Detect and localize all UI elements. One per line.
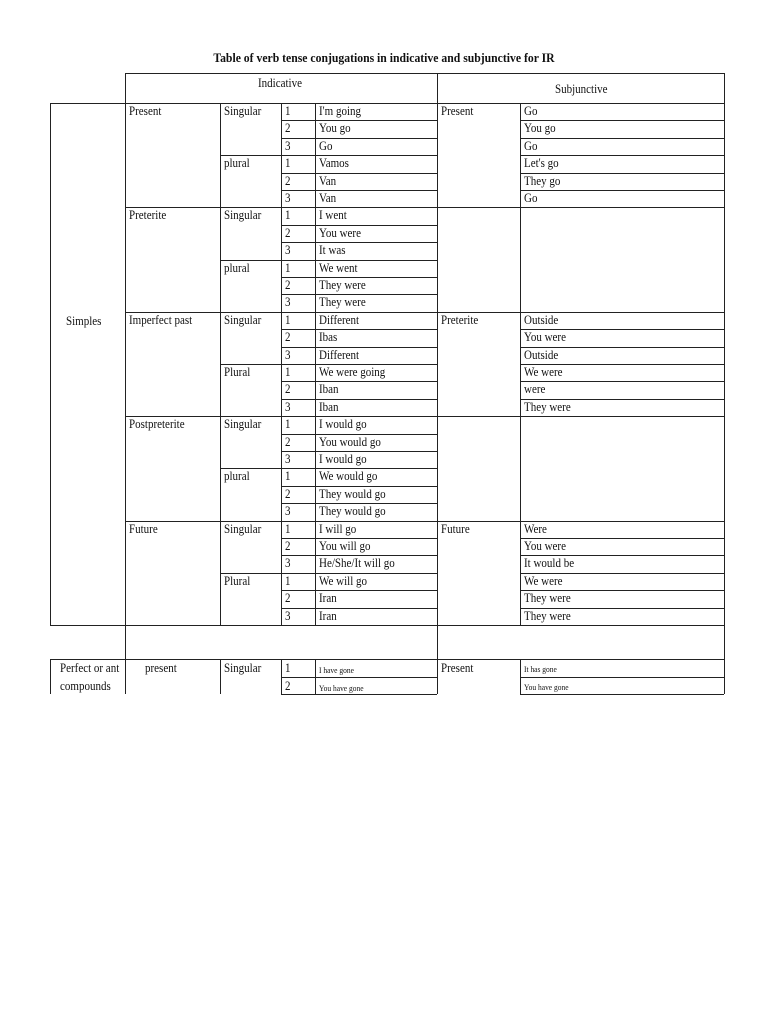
person-label: 1	[285, 469, 291, 483]
subjunctive-form: Were	[524, 522, 547, 536]
indicative-form: They would go	[319, 504, 386, 518]
person-label: 3	[285, 400, 291, 414]
row-rule	[281, 260, 437, 261]
person-label: 2	[285, 591, 291, 605]
indicative-form: You will go	[319, 539, 371, 553]
number-label: Singular	[224, 104, 262, 118]
subjunctive-form: Let's go	[524, 156, 559, 170]
person-label: 2	[285, 382, 291, 396]
person-label: 3	[285, 139, 291, 153]
subjunctive-form: We were	[524, 574, 563, 588]
number-label: Singular	[224, 522, 262, 536]
person-label: 1	[285, 522, 291, 536]
gap-rule	[724, 625, 725, 659]
row-rule	[520, 207, 724, 208]
indicative-form: I have gone	[319, 665, 354, 675]
row-rule	[281, 173, 437, 174]
tense-label: Imperfect past	[129, 313, 193, 327]
indicative-form: I went	[319, 208, 347, 222]
number-label: plural	[224, 469, 250, 483]
row-rule	[281, 242, 437, 243]
person-label: 1	[285, 365, 291, 379]
column-rule	[724, 659, 725, 694]
subjunctive-form: Go	[524, 104, 538, 118]
person-label: 3	[285, 609, 291, 623]
person-label: 2	[285, 539, 291, 553]
subjunctive-tense: Future	[441, 522, 470, 536]
indicative-form: Van	[319, 174, 337, 188]
subjunctive-header: Subjunctive	[555, 82, 608, 96]
row-rule	[281, 677, 437, 678]
number-label: Singular	[224, 313, 262, 327]
subjunctive-form: They were	[524, 400, 571, 414]
header-divider-rule	[437, 73, 438, 103]
subjunctive-tense: Preterite	[441, 313, 479, 327]
number-label: Singular	[224, 661, 262, 675]
row-rule	[520, 521, 724, 522]
tense-label: Present	[129, 104, 162, 118]
indicative-form: Iran	[319, 591, 337, 605]
row-rule	[281, 207, 437, 208]
subjunctive-form: It would be	[524, 556, 575, 570]
row-rule	[520, 694, 724, 695]
person-label: 2	[285, 174, 291, 188]
person-label: 3	[285, 295, 291, 309]
tense-label: Postpreterite	[129, 417, 185, 431]
person-label: 2	[285, 487, 291, 501]
column-rule	[724, 103, 725, 625]
subjunctive-form: were	[524, 382, 546, 396]
indicative-header: Indicative	[258, 76, 302, 90]
row-rule	[437, 207, 520, 208]
row-rule	[281, 590, 437, 591]
person-label: 3	[285, 556, 291, 570]
row-rule	[520, 138, 724, 139]
row-rule	[437, 416, 520, 417]
number-label: plural	[224, 156, 250, 170]
indicative-form: Ibas	[319, 330, 338, 344]
indicative-form: We went	[319, 261, 358, 275]
person-label: 1	[285, 104, 291, 118]
header-left-rule	[125, 73, 126, 103]
indicative-form: We were going	[319, 365, 386, 379]
subjunctive-form: You go	[524, 121, 556, 135]
indicative-form: Go	[319, 139, 333, 153]
indicative-form: You were	[319, 226, 361, 240]
subjunctive-form: Go	[524, 191, 538, 205]
person-label: 2	[285, 278, 291, 292]
indicative-form: He/She/It will go	[319, 556, 395, 570]
indicative-form: Different	[319, 313, 360, 327]
number-label: plural	[224, 261, 250, 275]
subjunctive-form: We were	[524, 365, 563, 379]
subjunctive-form: You were	[524, 330, 566, 344]
indicative-form: I would go	[319, 452, 367, 466]
number-label: Singular	[224, 417, 262, 431]
column-rule	[50, 103, 51, 625]
column-rule	[125, 103, 126, 625]
person-label: 2	[285, 330, 291, 344]
person-label: 2	[285, 435, 291, 449]
person-label: 2	[285, 679, 291, 693]
indicative-form: Iban	[319, 400, 339, 414]
indicative-form: They were	[319, 278, 366, 292]
person-label: 3	[285, 504, 291, 518]
subjunctive-form: Outside	[524, 348, 559, 362]
indicative-form: We will go	[319, 574, 368, 588]
number-label: Singular	[224, 208, 262, 222]
column-rule	[437, 103, 438, 625]
indicative-form: It was	[319, 243, 346, 257]
indicative-form: They would go	[319, 487, 386, 501]
row-rule	[520, 381, 724, 382]
indicative-form: You go	[319, 121, 351, 135]
simples-bottom-rule	[50, 625, 724, 626]
tense-label: Preterite	[129, 208, 167, 222]
indicative-form: I will go	[319, 522, 357, 536]
subjunctive-form: You were	[524, 539, 566, 553]
subjunctive-form: You have gone	[524, 682, 569, 692]
row-rule	[281, 329, 437, 330]
person-label: 1	[285, 313, 291, 327]
subjunctive-form: It has gone	[524, 664, 557, 674]
indicative-form: You would go	[319, 435, 381, 449]
number-label: Plural	[224, 574, 251, 588]
group-compounds: compounds	[60, 679, 111, 693]
indicative-form: Different	[319, 348, 360, 362]
tense-label: Future	[129, 522, 158, 536]
column-rule	[220, 659, 221, 694]
row-rule	[281, 521, 437, 522]
group-simples: Simples	[66, 314, 102, 328]
row-rule	[281, 381, 437, 382]
indicative-form: You have gone	[319, 683, 364, 693]
person-label: 2	[285, 226, 291, 240]
gap-rule	[437, 625, 438, 659]
subjunctive-tense: Present	[441, 661, 474, 675]
indicative-form: Van	[319, 191, 337, 205]
subjunctive-form: Go	[524, 139, 538, 153]
indicative-form: I'm going	[319, 104, 362, 118]
row-rule	[281, 155, 437, 156]
person-label: 3	[285, 243, 291, 257]
column-rule	[125, 659, 126, 694]
row-rule	[520, 190, 724, 191]
indicative-form: They were	[319, 295, 366, 309]
row-rule	[281, 190, 437, 191]
tense-label: present	[145, 661, 177, 675]
person-label: 3	[285, 452, 291, 466]
person-label: 1	[285, 208, 291, 222]
number-label: Plural	[224, 365, 251, 379]
group-compounds: Perfect or ant	[60, 661, 120, 675]
row-rule	[281, 399, 437, 400]
person-label: 3	[285, 191, 291, 205]
row-rule	[281, 120, 437, 121]
subjunctive-form: Outside	[524, 313, 559, 327]
header-top-rule	[125, 73, 724, 74]
person-label: 1	[285, 661, 291, 675]
row-rule	[281, 138, 437, 139]
person-label: 1	[285, 574, 291, 588]
column-rule	[437, 659, 438, 694]
subjunctive-form: They were	[524, 609, 571, 623]
person-label: 1	[285, 156, 291, 170]
person-label: 3	[285, 348, 291, 362]
person-label: 1	[285, 417, 291, 431]
subjunctive-form: They go	[524, 174, 561, 188]
row-rule	[520, 416, 724, 417]
page-title: Table of verb tense conjugations in indicative and subjunctive for IR	[213, 50, 555, 65]
subjunctive-tense: Present	[441, 104, 474, 118]
person-label: 1	[285, 261, 291, 275]
person-label: 2	[285, 121, 291, 135]
compound-top-rule	[50, 659, 724, 660]
indicative-form: We would go	[319, 469, 378, 483]
indicative-form: Iban	[319, 382, 339, 396]
subjunctive-form: They were	[524, 591, 571, 605]
gap-rule	[125, 625, 126, 659]
indicative-form: Iran	[319, 609, 337, 623]
header-right-rule	[724, 73, 725, 103]
indicative-form: Vamos	[319, 156, 349, 170]
row-rule	[281, 608, 437, 609]
row-rule	[520, 677, 724, 678]
column-rule	[50, 659, 51, 694]
indicative-form: I would go	[319, 417, 367, 431]
